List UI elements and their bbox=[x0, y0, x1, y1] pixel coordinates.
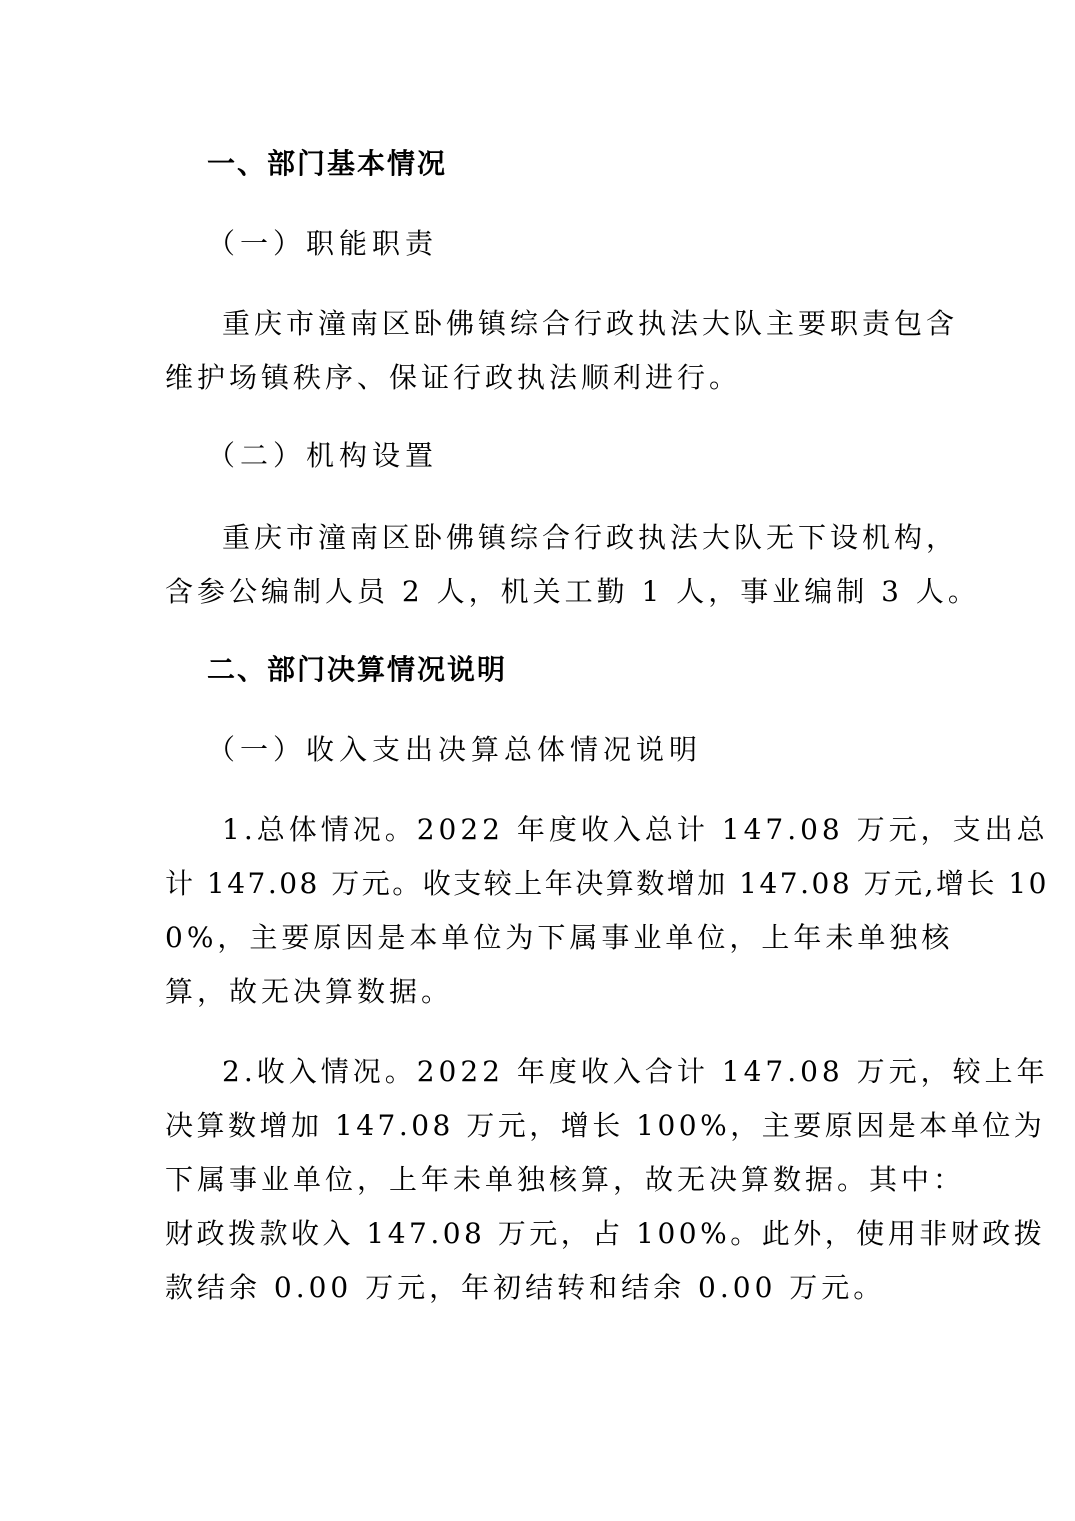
paragraph-line: 含参公编制人员 2 人，机关工勤 1 人，事业编制 3 人。 bbox=[165, 575, 980, 608]
paragraph-line: 2.收入情况。2022 年度收入合计 147.08 万元，较上年 bbox=[222, 1055, 1049, 1088]
paragraph-line: 重庆市潼南区卧佛镇综合行政执法大队主要职责包含 bbox=[222, 307, 959, 340]
paragraph-line: 款结余 0.00 万元，年初结转和结余 0.00 万元。 bbox=[165, 1271, 886, 1304]
paragraph-line: 计 147.08 万元。收支较上年决算数增加 147.08 万元,增长 10 bbox=[165, 867, 1049, 900]
paragraph-line: 决算数增加 147.08 万元，增长 100%，主要原因是本单位为 bbox=[165, 1109, 1046, 1142]
paragraph-line: 0%，主要原因是本单位为下属事业单位，上年未单独核 bbox=[165, 921, 954, 954]
paragraph-line: 下属事业单位，上年未单独核算，故无决算数据。其中： bbox=[165, 1163, 966, 1196]
paragraph-line: 1.总体情况。2022 年度收入总计 147.08 万元，支出总 bbox=[222, 813, 1049, 846]
subsection-heading-structure: （二）机构设置 bbox=[207, 439, 439, 472]
subsection-heading-duties: （一）职能职责 bbox=[207, 227, 439, 260]
section-heading-basic-info: 一、部门基本情况 bbox=[207, 147, 448, 180]
paragraph-line: 维护场镇秩序、保证行政执法顺利进行。 bbox=[165, 361, 742, 394]
section-heading-final-accounts: 二、部门决算情况说明 bbox=[207, 653, 508, 686]
paragraph-line: 算，故无决算数据。 bbox=[165, 975, 454, 1008]
subsection-heading-income-expense: （一）收入支出决算总体情况说明 bbox=[207, 733, 703, 766]
paragraph-line: 重庆市潼南区卧佛镇综合行政执法大队无下设机构， bbox=[222, 521, 959, 554]
paragraph-line: 财政拨款收入 147.08 万元，占 100%。此外，使用非财政拨 bbox=[165, 1217, 1046, 1250]
